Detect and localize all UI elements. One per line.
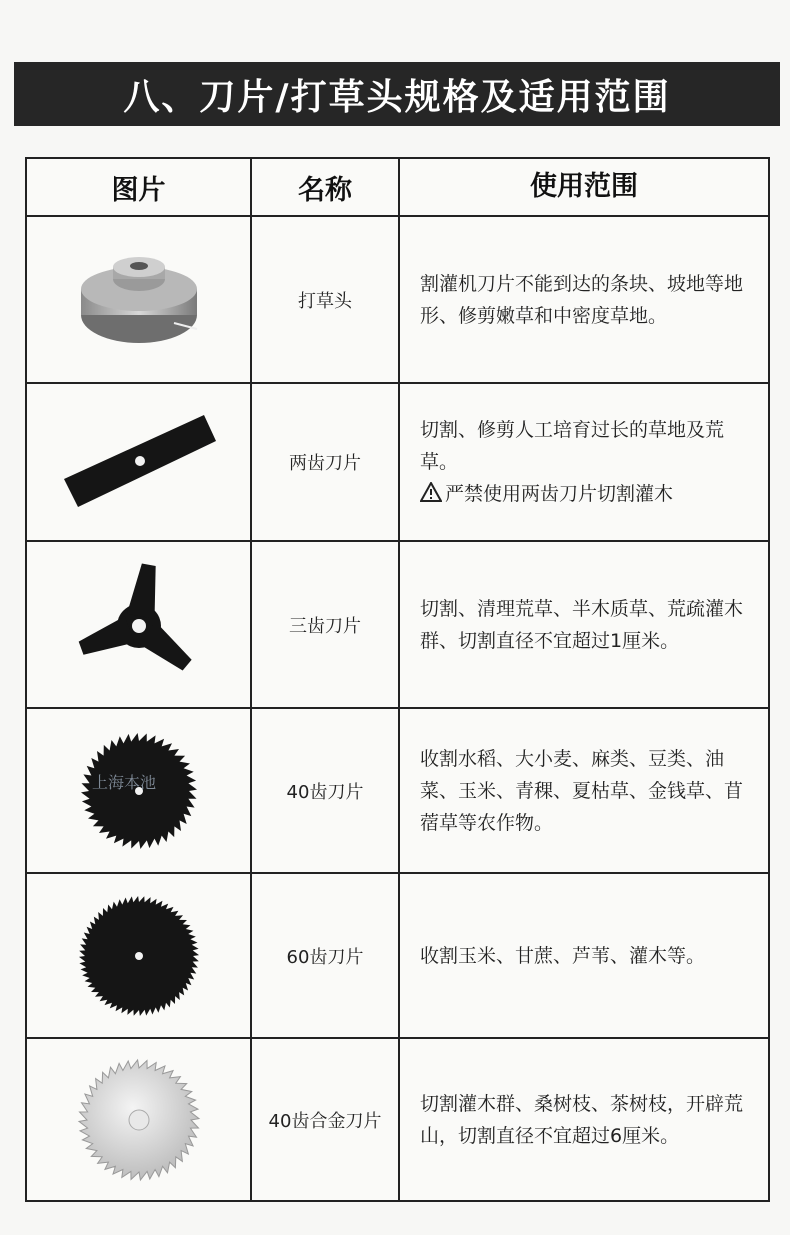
60-tooth-blade-icon: [74, 891, 204, 1021]
name-cell: 三齿刀片: [252, 542, 400, 707]
image-cell: [27, 217, 252, 382]
usage-text: 切割灌木群、桑树枝、茶树枝，开辟荒山，切割直径不宜超过6厘米。: [420, 1092, 744, 1147]
name-cell: 40齿合金刀片: [252, 1039, 400, 1200]
image-cell: [27, 384, 252, 540]
image-cell: [27, 542, 252, 707]
usage-text: 切割、清理荒草、半木质草、荒疏灌木群、切割直径不宜超过1厘米。: [420, 597, 744, 652]
table-row: [27, 1039, 768, 1200]
usage-text: 收割水稻、大小麦、麻类、豆类、油菜、玉米、青稞、夏枯草、金钱草、苜蓿草等农作物。: [420, 747, 744, 834]
header-image: 图片: [27, 159, 252, 215]
40-tooth-alloy-blade-icon: [74, 1055, 204, 1185]
usage-text: 割灌机刀片不能到达的条块、坡地等地形、修剪嫩草和中密度草地。: [420, 272, 744, 327]
page-title: 八、刀片/打草头规格及适用范围: [123, 76, 671, 118]
table-row: [27, 384, 768, 542]
table-row: [27, 874, 768, 1039]
two-tooth-blade-icon: [54, 407, 224, 517]
warning-triangle-icon: [420, 482, 442, 502]
table-header-row: [27, 159, 768, 217]
table-row: [27, 217, 768, 384]
watermark-text: 上海本池: [92, 773, 157, 792]
spec-table: [25, 157, 770, 1202]
usage-cell: [400, 874, 768, 1037]
usage-cell: [400, 384, 768, 540]
image-cell: [27, 874, 252, 1037]
usage-cell: [400, 217, 768, 382]
usage-cell: [400, 709, 768, 872]
usage-cell: [400, 1039, 768, 1200]
usage-text: 切割、修剪人工培育过长的草地及荒草。: [420, 419, 725, 473]
usage-cell: [400, 542, 768, 707]
warning-note: [420, 478, 750, 510]
name-cell: 两齿刀片: [252, 384, 400, 540]
page-title-banner: [14, 62, 780, 126]
table-row: [27, 542, 768, 709]
image-cell: [27, 1039, 252, 1200]
header-usage: 使用范围: [530, 171, 638, 202]
warning-text: 严禁使用两齿刀片切割灌木: [445, 483, 674, 505]
usage-text: 收割玉米、甘蔗、芦苇、灌木等。: [420, 944, 706, 967]
header-name: 名称: [252, 159, 400, 215]
three-tooth-blade-icon: [64, 560, 214, 690]
trimmer-head-icon: [69, 245, 209, 355]
name-cell: 40齿刀片: [252, 709, 400, 872]
name-cell: 60齿刀片: [252, 874, 400, 1037]
name-cell: 打草头: [252, 217, 400, 382]
